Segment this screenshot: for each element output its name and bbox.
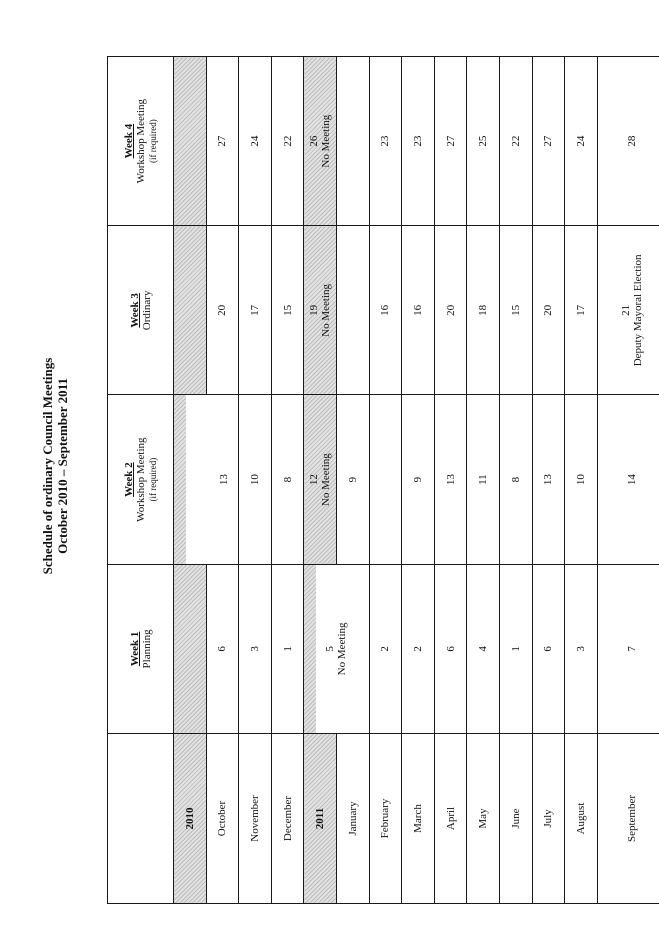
week3-type: Ordinary xyxy=(140,290,153,331)
day-cell: 23 xyxy=(402,57,435,226)
week1-label: Week 1 xyxy=(128,631,141,667)
day-cell: 10 xyxy=(239,395,272,564)
header-week2 xyxy=(108,395,174,564)
day-cell: 17 xyxy=(239,226,272,395)
year-row xyxy=(174,57,207,904)
day-cell xyxy=(369,395,402,564)
day-cell: 28 xyxy=(597,57,659,226)
table-row xyxy=(336,57,369,904)
week4-label: Week 4 xyxy=(122,123,135,159)
month-cell: August xyxy=(565,734,598,904)
day-cell: 13 xyxy=(532,395,565,564)
month-cell: March xyxy=(402,734,435,904)
table-row xyxy=(565,57,598,904)
table-row xyxy=(271,57,304,904)
month-cell: December xyxy=(271,734,304,904)
year-band-cell xyxy=(174,226,207,395)
day-cell: 11 xyxy=(467,395,500,564)
day-cell: 4 xyxy=(467,564,500,733)
deputy-mayoral-election-note: Deputy Mayoral Election xyxy=(632,254,645,367)
month-cell: February xyxy=(369,734,402,904)
day-cell: 7 xyxy=(597,564,659,733)
day-cell: 6 xyxy=(206,564,239,733)
day-cell: 1 xyxy=(499,564,532,733)
header-week1 xyxy=(108,564,174,733)
day-cell: 25 xyxy=(467,57,500,226)
day-cell: 3 xyxy=(565,564,598,733)
day-cell: 16 xyxy=(402,226,435,395)
table-row xyxy=(369,57,402,904)
day-cell: 15 xyxy=(499,226,532,395)
no-meeting-cell xyxy=(304,564,369,733)
table-row xyxy=(402,57,435,904)
week2-label: Week 2 xyxy=(122,462,135,497)
table-row xyxy=(239,57,272,904)
day-cell: 24 xyxy=(239,57,272,226)
january-week1-note: No Meeting xyxy=(336,622,349,676)
month-cell: October xyxy=(206,734,239,904)
table-row xyxy=(597,57,659,904)
day-cell: 6 xyxy=(532,564,565,733)
day-cell: 17 xyxy=(565,226,598,395)
day-cell: 10 xyxy=(565,395,598,564)
day-cell: 16 xyxy=(369,226,402,395)
header-month-cell xyxy=(108,734,174,904)
day-cell: 27 xyxy=(434,57,467,226)
day-cell: 22 xyxy=(499,57,532,226)
no-meeting-cell xyxy=(304,395,337,564)
month-cell: January xyxy=(336,734,369,904)
month-cell: May xyxy=(467,734,500,904)
meeting-schedule-table xyxy=(107,56,659,904)
header-week3 xyxy=(108,226,174,395)
header-row xyxy=(108,57,174,904)
day-cell: 22 xyxy=(271,57,304,226)
day-cell: 27 xyxy=(532,57,565,226)
january-week3: 19 xyxy=(308,304,321,316)
day-cell: 2 xyxy=(402,564,435,733)
table-row xyxy=(434,57,467,904)
day-cell: 23 xyxy=(369,57,402,226)
week3-label: Week 3 xyxy=(128,293,141,328)
day-cell: 1 xyxy=(271,564,304,733)
week4-note: (if required) xyxy=(147,119,158,163)
year-row xyxy=(304,57,337,904)
year-label: 2011 xyxy=(304,734,337,904)
week1-type: Planning xyxy=(140,629,153,669)
month-cell: July xyxy=(532,734,565,904)
day-cell: 20 xyxy=(206,226,239,395)
january-week4: 26 xyxy=(308,135,321,147)
day-cell: 9 xyxy=(402,395,435,564)
day-cell: 18 xyxy=(467,226,500,395)
month-cell: November xyxy=(239,734,272,904)
week2-type: Workshop Meeting xyxy=(134,437,147,522)
day-cell: 27 xyxy=(206,57,239,226)
table-row xyxy=(499,57,532,904)
year-band-cell xyxy=(174,564,207,733)
january-week2-note: No Meeting xyxy=(320,453,333,507)
document-subtitle: October 2010 – September 2011 xyxy=(55,378,70,554)
table-row xyxy=(467,57,500,904)
month-cell: September xyxy=(597,734,659,904)
day-cell: 8 xyxy=(271,395,304,564)
day-cell: 8 xyxy=(499,395,532,564)
month-cell: June xyxy=(499,734,532,904)
year-band-cell xyxy=(174,57,207,226)
day-cell: 24 xyxy=(565,57,598,226)
day-cell: 20 xyxy=(532,226,565,395)
day-cell: 2 xyxy=(369,564,402,733)
year-band-cell xyxy=(174,395,239,564)
day-cell xyxy=(597,226,659,395)
table-row xyxy=(532,57,565,904)
day-cell: 14 xyxy=(597,395,659,564)
no-meeting-cell xyxy=(304,226,337,395)
day-cell: 3 xyxy=(239,564,272,733)
january-week1: 5 xyxy=(324,646,337,652)
day-cell: 13 xyxy=(434,395,467,564)
header-week4 xyxy=(108,57,174,226)
month-cell: April xyxy=(434,734,467,904)
day-cell xyxy=(336,226,369,395)
day-cell: 15 xyxy=(271,226,304,395)
year-label: 2010 xyxy=(174,734,207,904)
day-cell: 9 xyxy=(336,395,369,564)
january-week3-note: No Meeting xyxy=(320,283,333,337)
january-week2: 12 xyxy=(308,474,321,486)
september-week3: 21 xyxy=(620,304,633,316)
october-week2: 13 xyxy=(218,474,231,486)
no-meeting-cell xyxy=(304,57,337,226)
january-week4-note: No Meeting xyxy=(320,114,333,168)
day-cell: 20 xyxy=(434,226,467,395)
day-cell: 6 xyxy=(434,564,467,733)
week4-type: Workshop Meeting xyxy=(134,98,147,184)
document-title: Schedule of ordinary Council Meetings xyxy=(40,357,55,575)
week2-note: (if required) xyxy=(147,457,158,502)
day-cell xyxy=(336,57,369,226)
